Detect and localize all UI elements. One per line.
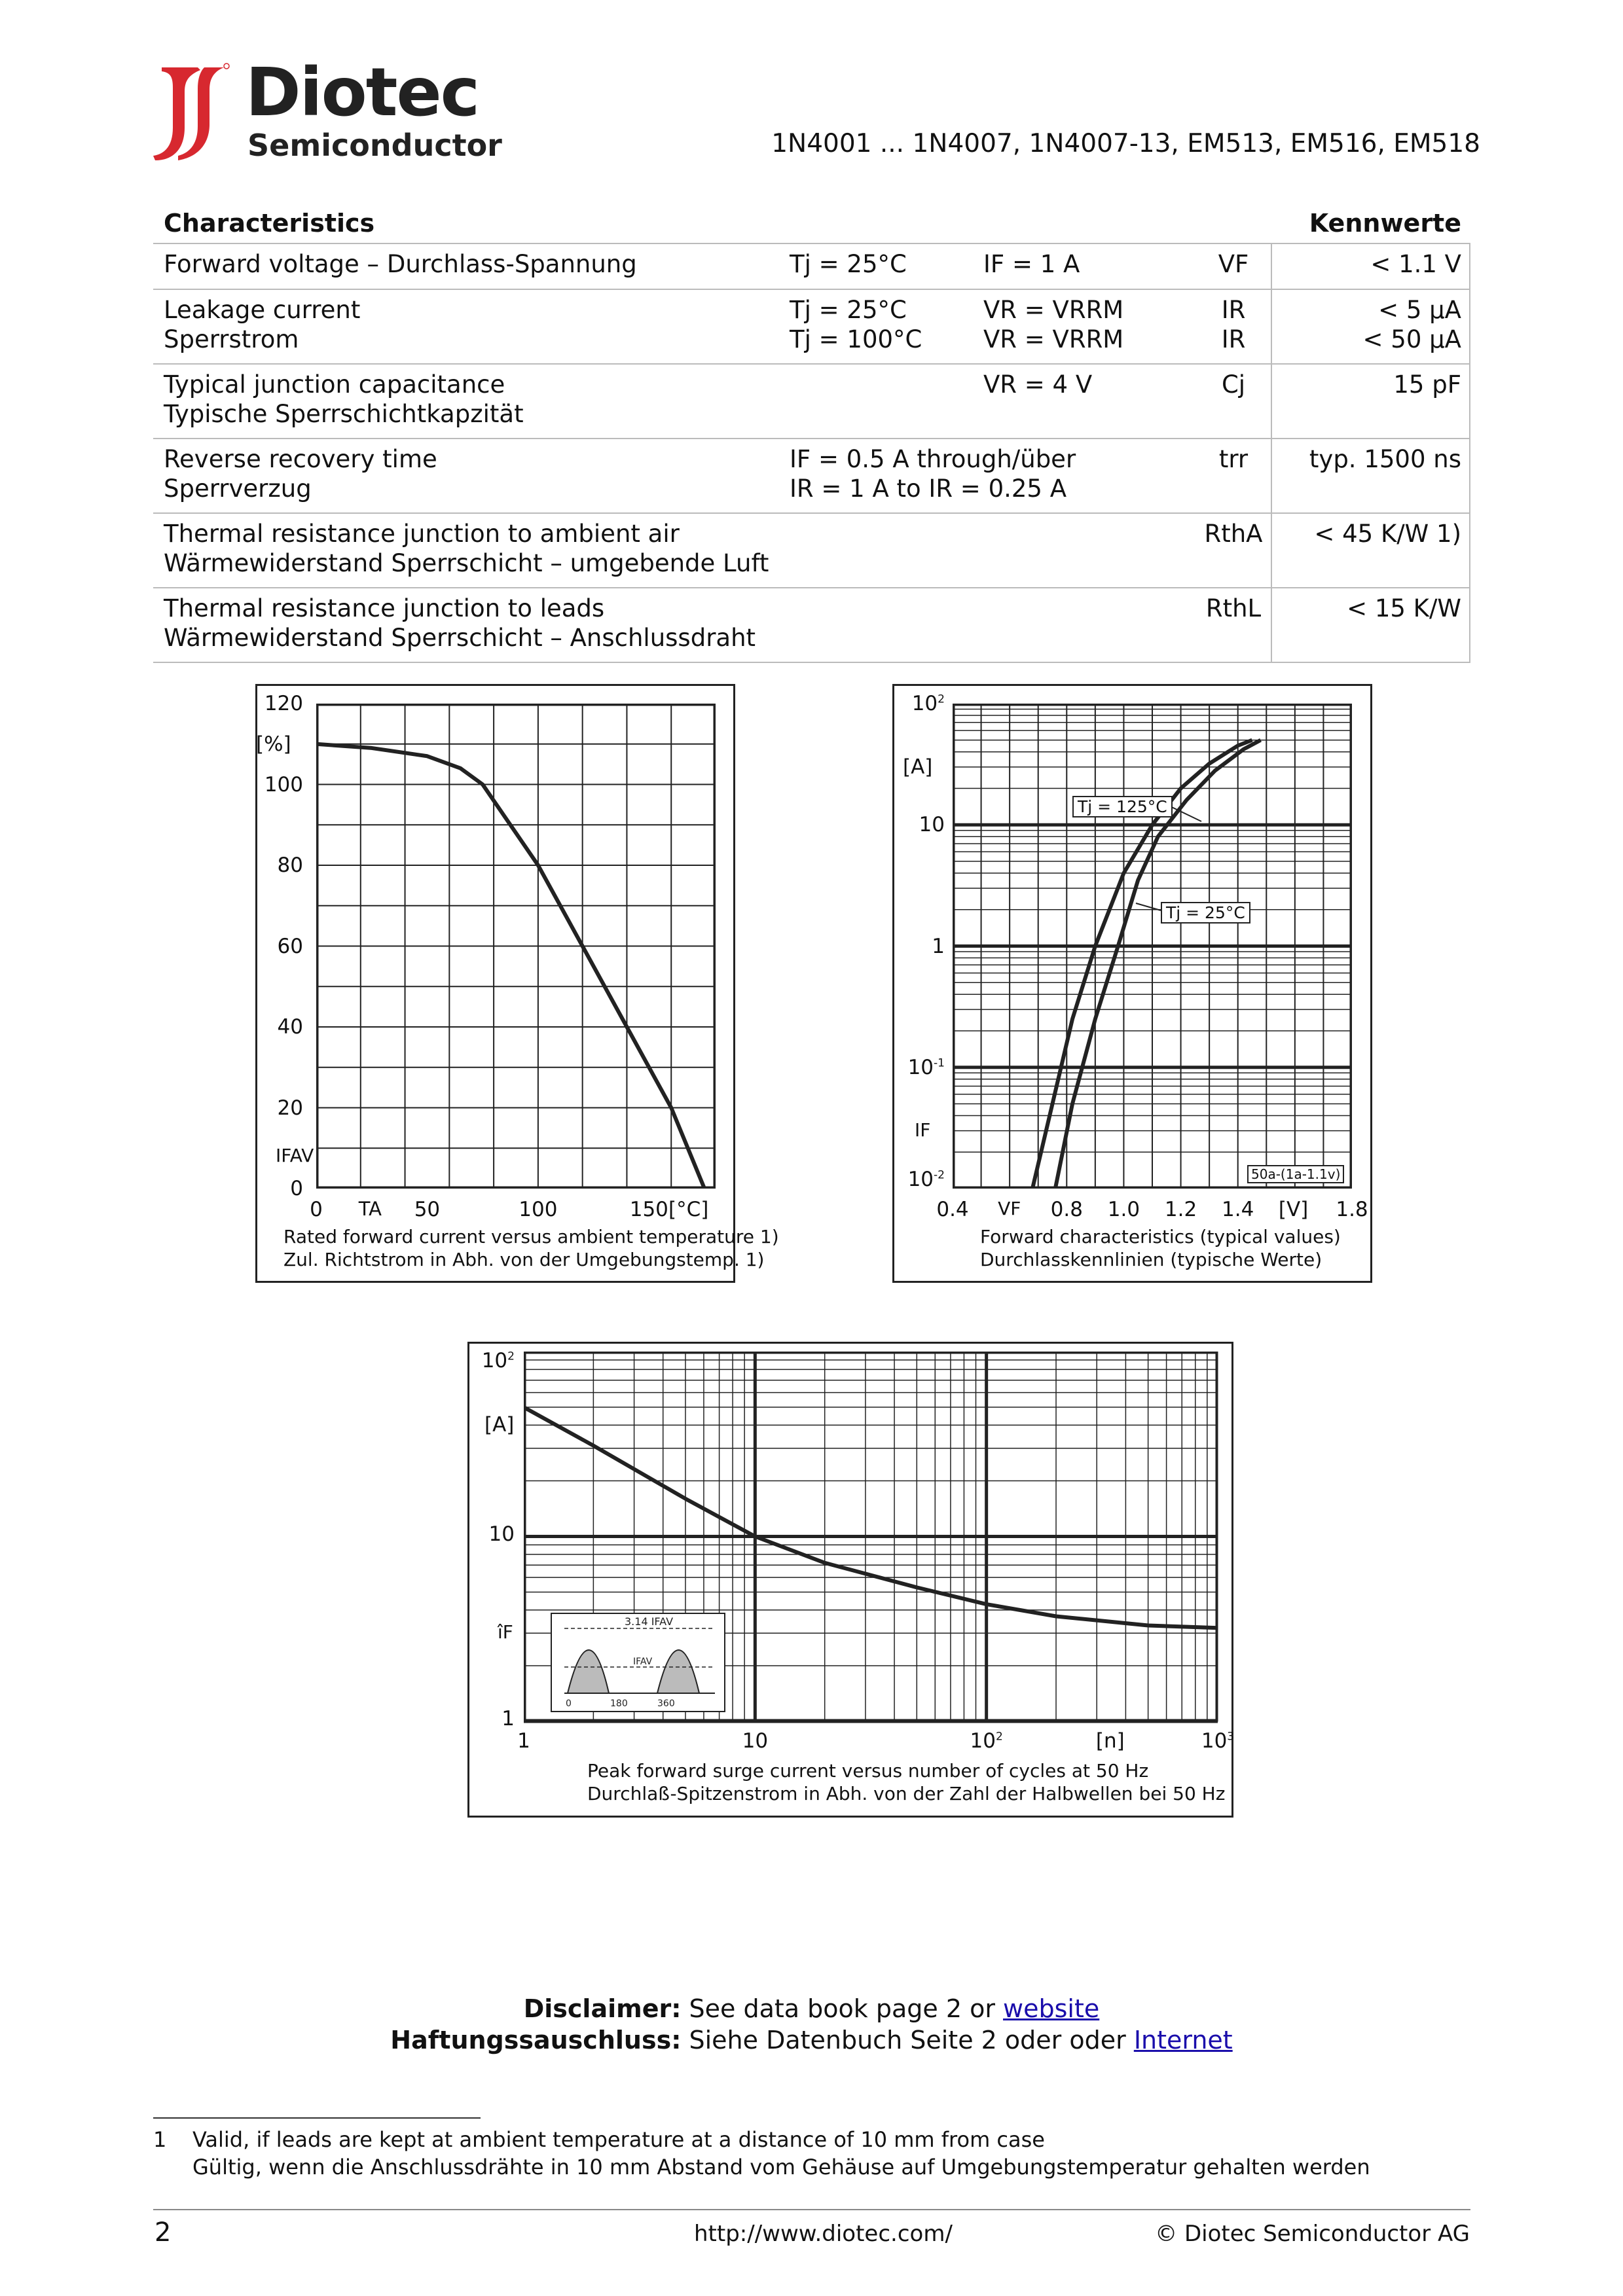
param-description: Leakage current Sperrstrom: [164, 296, 361, 353]
chart-forward-caption-de: Durchlasskennlinien (typische Werte): [980, 1249, 1322, 1270]
y-tick-label: $10^2$: [481, 1349, 515, 1372]
y-tick-label: 60: [277, 934, 303, 958]
chart-derating-plot: [316, 704, 716, 1189]
y-tick-label: $10^{-2}$: [907, 1168, 945, 1191]
footnote-divider: [153, 2117, 481, 2119]
table-header: [153, 200, 1470, 244]
param-value: 15 pF: [1393, 370, 1461, 399]
x-axis-label: VF: [998, 1198, 1021, 1219]
x-tick-label: 10: [742, 1729, 769, 1753]
footnote-number: 1: [153, 2127, 167, 2152]
x-unit-label: [V]: [1278, 1198, 1309, 1221]
footer-copyright: © Diotec Semiconductor AG: [1155, 2221, 1470, 2247]
x-tick-label: 0: [310, 1198, 323, 1221]
inset-label: 3.14 IFAV: [625, 1615, 674, 1628]
legend-tj125: Tj = 125°C: [1072, 796, 1173, 817]
y-unit-label: [%]: [256, 732, 291, 756]
footer-url[interactable]: http://www.diotec.com/: [694, 2221, 953, 2247]
footnote: [153, 2126, 1370, 2181]
table-row: [153, 244, 1470, 290]
inset-label: IFAV: [633, 1657, 653, 1667]
y-tick-label: 120: [264, 692, 303, 715]
chart-forward-caption-en: Forward characteristics (typical values): [980, 1226, 1341, 1247]
legend-tj25: Tj = 25°C: [1161, 902, 1250, 924]
y-tick-label: 10: [919, 813, 945, 837]
x-tick-label: 1.2: [1164, 1198, 1197, 1221]
y-tick-label: 80: [277, 853, 303, 877]
param-condition: Tj = 25°C Tj = 100°C: [790, 296, 922, 353]
x-tick-label: $10^3$: [1201, 1729, 1235, 1753]
param-symbol: trr: [1218, 445, 1249, 473]
param-description: Reverse recovery time Sperrverzug: [164, 445, 437, 503]
disclaimer: [0, 1993, 1623, 2056]
param-description: Typical junction capacitance Typische Sperrschichtkapzität: [164, 370, 524, 428]
table-row: [153, 588, 1470, 663]
chart-forward-plot: [953, 704, 1352, 1189]
internet-link[interactable]: Internet: [1133, 2026, 1233, 2054]
disclaimer-text-en: See data book page 2 or: [681, 1994, 1004, 2023]
param-description: Forward voltage – Durchlass-Spannung: [164, 250, 637, 278]
param-condition: Tj = 25°C: [790, 250, 907, 278]
param-symbol: RthA: [1204, 520, 1263, 548]
x-tick-label: 0.8: [1050, 1198, 1083, 1221]
table-title-en: Characteristics: [164, 209, 375, 238]
param-value: < 5 µA < 50 µA: [1362, 296, 1461, 353]
x-unit-label: [n]: [1095, 1729, 1125, 1753]
param-symbol: IR IR: [1221, 296, 1246, 353]
inset-label: 360: [657, 1698, 675, 1709]
chart-derating-caption-de: Zul. Richtstrom in Abh. von der Umgebungstemp. 1): [283, 1249, 765, 1270]
y-unit-label: [A]: [484, 1413, 515, 1437]
diotec-logo-icon: [152, 62, 230, 164]
x-axis-label: TA: [358, 1198, 382, 1220]
footnote-line1: Valid, if leads are kept at ambient temperature at a distance of 10 mm from case: [192, 2127, 1045, 2152]
x-tick-label: 150: [629, 1198, 668, 1221]
param-value: < 15 K/W: [1347, 594, 1461, 622]
param-symbol: RthL: [1205, 594, 1262, 622]
y-tick-label: 1: [501, 1707, 515, 1731]
y-tick-label: 20: [277, 1096, 303, 1120]
x-tick-label: $10^2$: [970, 1729, 1003, 1753]
x-unit-label: [°C]: [668, 1198, 709, 1221]
table-row: [153, 439, 1470, 514]
brand-subtitle: Semiconductor: [247, 128, 502, 163]
table-row: [153, 365, 1470, 439]
param-symbol: VF: [1218, 250, 1249, 278]
x-tick-label: 50: [414, 1198, 441, 1221]
disclaimer-label-en: Disclaimer:: [523, 1994, 682, 2023]
table-title-de: Kennwerte: [1309, 209, 1461, 238]
chart-surge-caption-en: Peak forward surge current versus number of cycles at 50 Hz: [587, 1760, 1149, 1782]
disclaimer-label-de: Haftungssauschluss:: [390, 2026, 682, 2054]
x-tick-label: 1.8: [1336, 1198, 1368, 1221]
x-tick-label: 100: [519, 1198, 558, 1221]
page-number: 2: [155, 2217, 172, 2248]
param-value: < 1.1 V: [1370, 250, 1461, 278]
param-description: Thermal resistance junction to ambient air Wärmewiderstand Sperrschicht – umgebende Luft: [164, 520, 769, 577]
y-axis-label: IF: [915, 1119, 931, 1141]
footer-divider: [153, 2209, 1470, 2210]
param-condition-2: IF = 1 A: [983, 250, 1080, 278]
x-tick-label: 0.4: [936, 1198, 969, 1221]
y-tick-label: 40: [277, 1015, 303, 1039]
y-unit-label: [A]: [903, 755, 933, 779]
y-axis-label: îF: [498, 1621, 513, 1643]
chart-derating-caption-en: Rated forward current versus ambient temperature 1): [283, 1226, 779, 1247]
param-condition-2: VR = 4 V: [983, 370, 1093, 399]
param-value: typ. 1500 ns: [1309, 445, 1461, 473]
param-symbol: Cj: [1221, 370, 1246, 399]
chart-surge-caption-de: Durchlaß-Spitzenstrom in Abh. von der Zahl der Halbwellen bei 50 Hz: [587, 1783, 1226, 1804]
param-value: < 45 K/W 1): [1314, 520, 1461, 548]
y-tick-label: 1: [932, 934, 945, 958]
y-tick-label: 0: [290, 1177, 303, 1200]
param-condition: IF = 0.5 A through/über IR = 1 A to IR = 0.25 A: [790, 445, 1076, 503]
chart-surge-plot: [524, 1352, 1224, 1728]
footnote-line2: Gültig, wenn die Anschlussdrähte in 10 mm Abstand vom Gehäuse auf Umgebungstemperatur gehalten werden: [192, 2155, 1370, 2179]
brand-name: Diotec: [246, 54, 479, 132]
series-line-ifav: [316, 744, 704, 1189]
y-tick-label: 100: [264, 772, 303, 797]
disclaimer-text-de: Siehe Datenbuch Seite 2 oder oder: [681, 2026, 1134, 2054]
param-description: Thermal resistance junction to leads Wärmewiderstand Sperrschicht – Anschlussdraht: [164, 594, 756, 652]
characteristics-table: [153, 200, 1470, 663]
website-link[interactable]: website: [1003, 1994, 1100, 2023]
y-tick-label: $10^2$: [911, 692, 945, 715]
series-line-ifsm: [524, 1407, 1218, 1628]
x-tick-label: 1.4: [1222, 1198, 1254, 1221]
param-condition-2: VR = VRRM VR = VRRM: [983, 296, 1124, 353]
x-tick-label: 1.0: [1107, 1198, 1140, 1221]
table-row: [153, 290, 1470, 365]
y-tick-label: $10^{-1}$: [907, 1055, 945, 1079]
x-tick-label: 1: [517, 1729, 530, 1753]
part-numbers: 1N4001 ... 1N4007, 1N4007-13, EM513, EM516, EM518: [771, 129, 1480, 158]
inset-label: 0: [566, 1698, 572, 1709]
y-tick-label: 10: [488, 1522, 515, 1546]
chart-note: 50a-(1a-1.1v): [1247, 1165, 1344, 1183]
inset-label: 180: [610, 1698, 628, 1709]
table-row: [153, 514, 1470, 588]
y-axis-label: IFAV: [276, 1144, 314, 1166]
